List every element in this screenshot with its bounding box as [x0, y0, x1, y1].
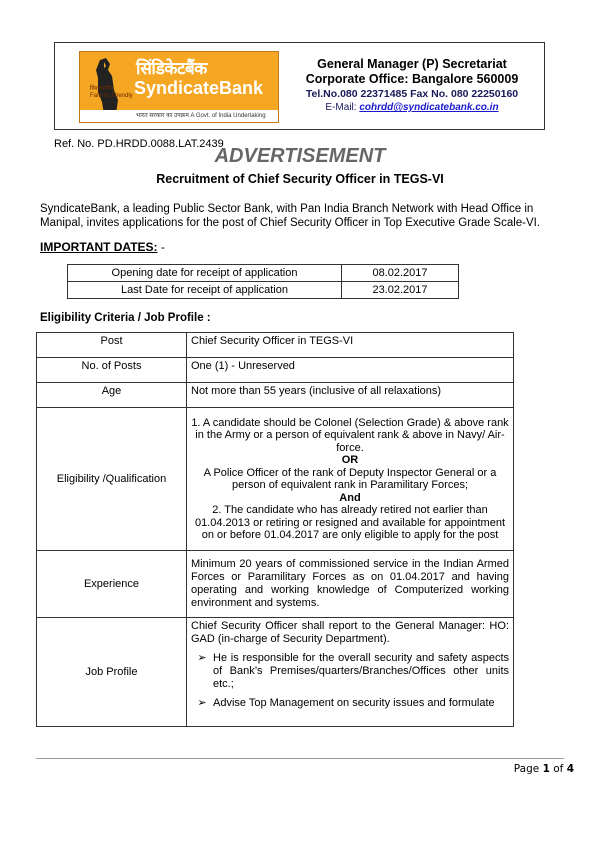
- row-label: Experience: [37, 551, 187, 618]
- recruitment-subtitle: Recruitment of Chief Security Officer in TEGS-VI: [156, 172, 444, 186]
- and-separator: And: [339, 491, 361, 504]
- table-row: [37, 408, 514, 551]
- arrow-bullet-icon: ➢: [197, 697, 207, 709]
- page-number: Page 1 of 4: [513, 763, 574, 775]
- row-value: One (1) - Unreserved: [187, 358, 514, 383]
- row-label: No. of Posts: [37, 358, 187, 383]
- list-item: ➢ Advise Top Management on security issues and formulate: [191, 697, 509, 710]
- row-label: Post: [37, 333, 187, 358]
- qualification-item-1: 1. A candidate should be Colonel (Selection Grade) & above rank in the Army or a person of equivalent rank & above in Navy/ Air-force.: [191, 416, 509, 454]
- footer-divider: [36, 758, 564, 759]
- logo-english-name: SyndicateBank: [134, 78, 264, 98]
- row-value: Chief Security Officer in TEGS-VI: [187, 333, 514, 358]
- reference-number: Ref. No. PD.HRDD.0088.LAT.2439: [54, 138, 224, 150]
- date-value: 08.02.2017: [342, 265, 459, 282]
- logo-hindi-name: सिंडिकेटबैंक: [136, 59, 207, 79]
- arrow-bullet-icon: ➢: [197, 652, 207, 664]
- syndicatebank-logo: [79, 51, 279, 123]
- email-link[interactable]: cohrdd@syndicatebank.co.in: [359, 102, 499, 113]
- job-profile-intro: Chief Security Officer shall report to the General Manager: HO: GAD (in-charge of Security Department).: [191, 620, 509, 645]
- row-label: Eligibility /Qualification: [37, 408, 187, 551]
- row-label: Age: [37, 383, 187, 408]
- row-value: Not more than 55 years (inclusive of all relaxations): [187, 383, 514, 408]
- table-row: [37, 333, 514, 358]
- date-label: Last Date for receipt of application: [68, 282, 342, 299]
- qualification-police: A Police Officer of the rank of Deputy Inspector General or a person of equivalent rank in Paramilitary Forces;: [203, 466, 497, 491]
- table-row: [37, 358, 514, 383]
- important-dates-table: [67, 264, 459, 299]
- table-row: [37, 618, 514, 727]
- list-item: ➢ He is responsible for the overall security and safety aspects of Bank’s Premises/quarters/Branches/Offices other units etc.;: [191, 652, 509, 691]
- table-row: [68, 282, 459, 299]
- office-email-row: [292, 101, 532, 115]
- row-label: Job Profile: [37, 618, 187, 727]
- logo-strip: भारत सरकार का उपक्रम A Govt. of India Undertaking: [80, 110, 278, 122]
- row-value: Minimum 20 years of commissioned service in the Indian Armed Forces or Paramilitary Forces as on 01.04.2017 and having operating and working knowledge of Computerized working environment and systems.: [187, 551, 514, 618]
- logo-tagline: विश्वसनीय Faithful Friendly: [90, 86, 133, 99]
- table-row: [37, 383, 514, 408]
- office-line-1: General Manager (P) Secretariat: [317, 57, 507, 71]
- advertisement-title: ADVERTISEMENT: [214, 145, 386, 167]
- qualification-cell: [187, 408, 514, 551]
- eligibility-heading: Eligibility Criteria / Job Profile :: [40, 312, 211, 324]
- office-line-2: Corporate Office: Bangalore 560009: [305, 72, 519, 86]
- letterhead: [54, 42, 545, 130]
- table-row: [68, 265, 459, 282]
- eligibility-table: [36, 332, 514, 727]
- email-label: E-Mail:: [325, 102, 357, 113]
- important-dates-heading: IMPORTANT DATES: -: [40, 240, 165, 254]
- qualification-item-2: 2. The candidate who has already retired not earlier than 01.04.2013 or retiring or resigned and available for appointment on or before 01.04.2017 are only eligible to apply for the post: [194, 504, 506, 541]
- date-label: Opening date for receipt of application: [68, 265, 342, 282]
- job-profile-cell: [187, 618, 514, 727]
- table-row: [37, 551, 514, 618]
- date-value: 23.02.2017: [342, 282, 459, 299]
- office-address: [292, 57, 532, 115]
- or-separator: OR: [341, 454, 359, 466]
- office-phone-fax: Tel.No.080 22371485 Fax No. 080 22250160: [305, 88, 519, 100]
- intro-paragraph: SyndicateBank, a leading Public Sector Bank, with Pan India Branch Network with Head Office in Manipal, invites applications for the post of Chief Security Officer in Top Executive Grade Scale-VI.: [40, 203, 541, 229]
